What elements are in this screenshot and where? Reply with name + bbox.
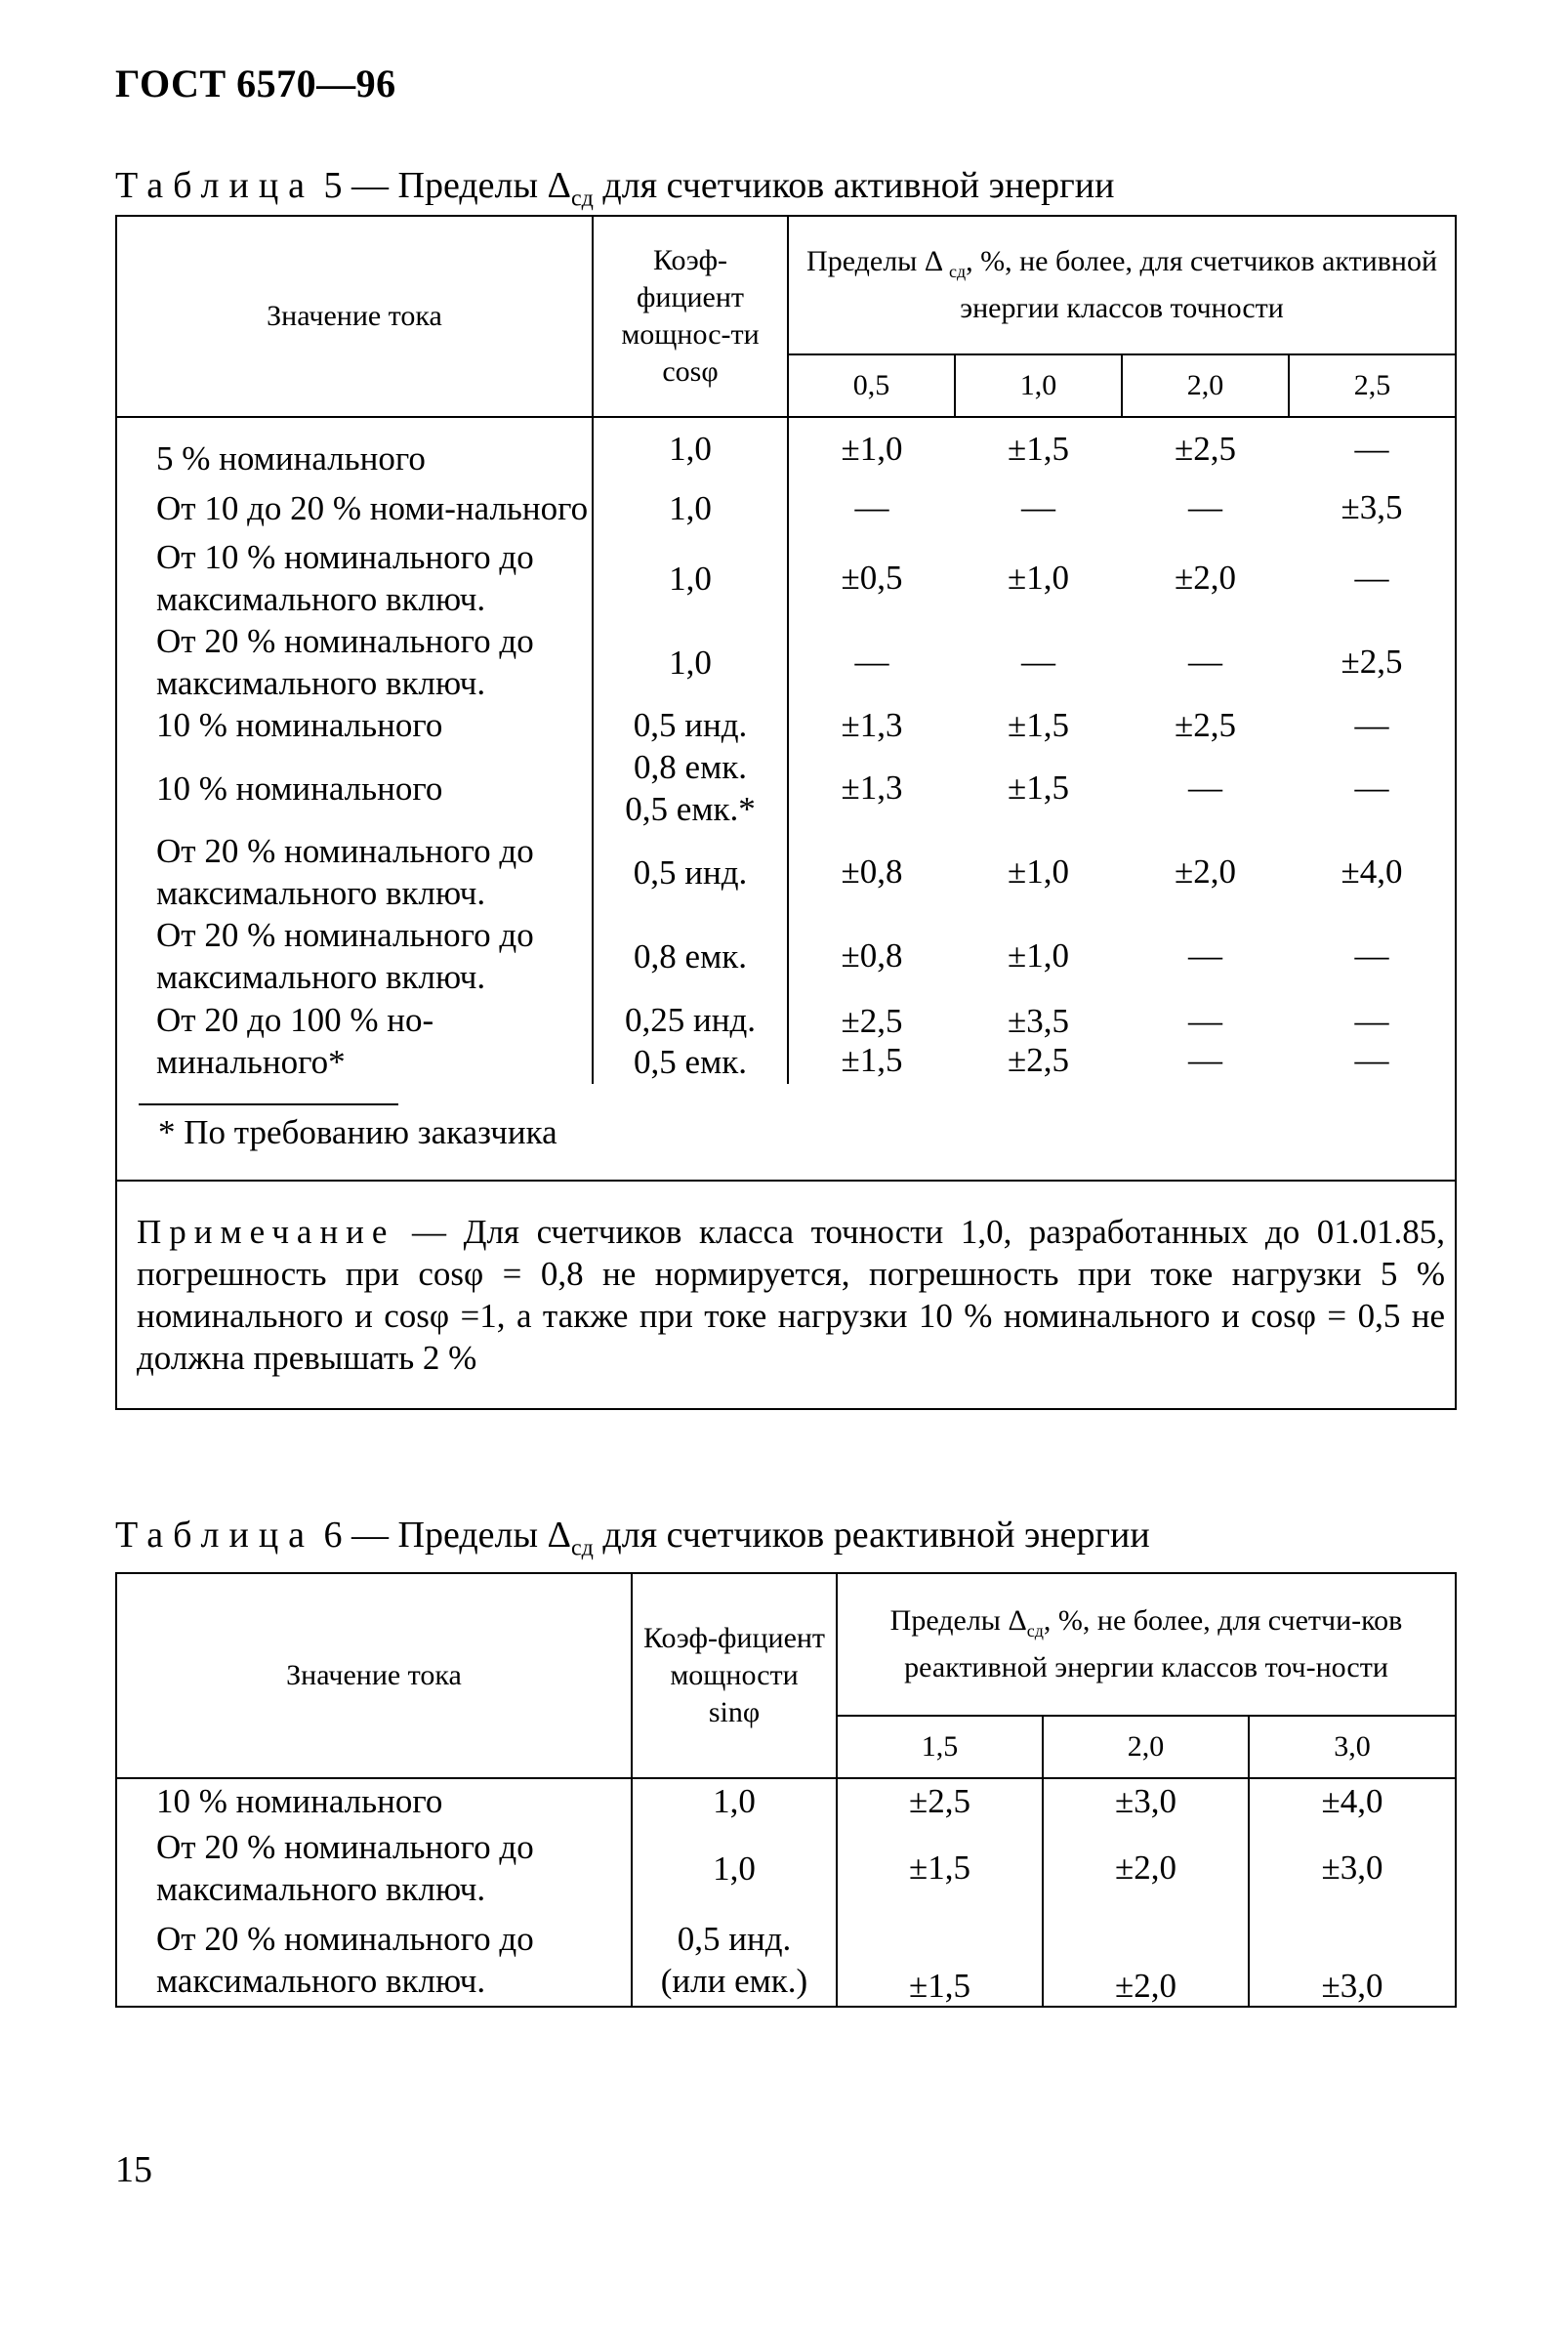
table6-caption-word: Таблица xyxy=(115,1515,315,1556)
table6-coef-cell xyxy=(632,1913,837,2007)
table5-value-cell xyxy=(1122,830,1289,914)
table6-header-limits xyxy=(837,1573,1456,1716)
table6-value-cell: ±2,5 xyxy=(837,1778,1043,1823)
table5-coef-cell xyxy=(593,914,788,998)
table5-value-cell xyxy=(788,914,955,998)
table5-value-cell xyxy=(788,830,955,914)
table5-value-cell xyxy=(1122,914,1289,998)
coef-value: 0,8 емк. xyxy=(634,936,747,976)
table6-caption-sub: сд xyxy=(570,1535,594,1561)
coef-value: 1,0 xyxy=(669,430,712,468)
table5-class-header: 2,5 xyxy=(1289,354,1456,417)
table-row xyxy=(116,1913,1456,2007)
table5-coef-cell xyxy=(593,536,788,620)
table6-value-cell: ±1,5 xyxy=(837,1913,1043,2007)
table5-value-cell xyxy=(1289,746,1456,830)
table5-value-cell xyxy=(955,914,1122,998)
table6-value-cell: ±4,0 xyxy=(1249,1778,1456,1823)
table5-class-header: 2,0 xyxy=(1122,354,1289,417)
limit-value: ±0,5 xyxy=(841,559,903,597)
table5-value-cell xyxy=(1122,620,1289,704)
coef-value: 0,25 инд. xyxy=(624,1001,757,1039)
table5-value-cell xyxy=(788,479,955,536)
limit-value: — xyxy=(1354,768,1389,807)
table5-value-cell xyxy=(955,417,1122,479)
coef-value: 0,5 инд. xyxy=(633,706,748,744)
limit-value: ±2,5 xyxy=(1341,643,1403,681)
table5-value-cell xyxy=(1289,479,1456,536)
limit-value: — xyxy=(1188,768,1222,807)
table5-note xyxy=(116,1181,1456,1409)
table-row xyxy=(116,1823,1456,1913)
table5-header-limits xyxy=(788,216,1456,354)
table-row xyxy=(116,620,1456,704)
table6-current-cell: 10 % номинального xyxy=(116,1778,632,1823)
table5-value-cell xyxy=(788,536,955,620)
limit-value: ±2,0 xyxy=(1175,559,1236,597)
table6-value-cell: ±1,5 xyxy=(837,1823,1043,1913)
limit-value: — xyxy=(1188,1041,1222,1079)
limit-value: ±1,5 xyxy=(1008,705,1069,744)
limit-value: — xyxy=(1354,559,1389,597)
limit-value: ±1,0 xyxy=(841,429,903,468)
table5-value-cell xyxy=(1289,830,1456,914)
coef-value: 1,0 xyxy=(669,559,712,598)
limit-value: ±4,0 xyxy=(1341,852,1403,891)
limit-value: ±2,5 xyxy=(1175,429,1236,468)
limit-value: — xyxy=(1354,936,1389,975)
table5-current-cell: От 10 % номинального до максимального включ. xyxy=(116,536,593,620)
table5-header-limits-a: Пределы Δ xyxy=(806,245,949,277)
table5-caption xyxy=(115,164,1114,213)
limit-value: ±1,5 xyxy=(1008,429,1069,468)
table6-header-coef: Коэф-фициент мощности sinφ xyxy=(632,1573,837,1778)
table5-current-cell: От 20 до 100 % но-минального* xyxy=(116,998,593,1084)
table5-note-text: — Для счетчиков класса точности 1,0, разработанных до 01.01.85, погрешность при cosφ = 0,8 не нормируется, погрешность при токе нагрузки 5 % номинального и cosφ =1, а также при токе нагрузки 10 % номинального и cosφ = 0,5 не должна превышать 2 % xyxy=(137,1213,1446,1377)
table6-header-limits-sub: сд xyxy=(1026,1621,1044,1641)
table5-coef-cell xyxy=(593,746,788,830)
table5-coef-cell xyxy=(593,830,788,914)
table5-caption-word: Таблица xyxy=(115,165,315,206)
table5-value-cell xyxy=(955,704,1122,746)
table5-footnote: * По требованию заказчика xyxy=(158,1113,557,1151)
table5-value-cell xyxy=(1122,746,1289,830)
table5-value-cell xyxy=(955,830,1122,914)
table5-value-cell xyxy=(788,417,955,479)
limit-value: ±2,5 xyxy=(1008,1041,1069,1079)
table5-value-cell xyxy=(955,479,1122,536)
table5-current-cell: От 10 до 20 % номи-нального xyxy=(116,479,593,536)
page-number: 15 xyxy=(115,2149,152,2190)
table6-value-cell: ±3,0 xyxy=(1249,1823,1456,1913)
table5-caption-sub: сд xyxy=(570,186,594,212)
limit-value: — xyxy=(1188,488,1222,526)
table6 xyxy=(115,1572,1457,2008)
table6-value-cell: ±3,0 xyxy=(1249,1913,1456,2007)
coef-value: 0,8 емк. xyxy=(634,748,747,786)
coef-value: 0,5 емк.* xyxy=(625,790,756,828)
limit-value: ±1,0 xyxy=(1008,936,1069,975)
table5-header-current: Значение тока xyxy=(116,216,593,417)
table6-coef-cell xyxy=(632,1823,837,1913)
limit-value: ±0,8 xyxy=(841,936,903,975)
table5-class-header: 0,5 xyxy=(788,354,955,417)
table6-caption-text-b: для счетчиков реактивной энергии xyxy=(593,1515,1150,1556)
table-row xyxy=(116,704,1456,746)
limit-value: ±1,0 xyxy=(1008,852,1069,891)
table5-current-cell: 10 % номинального xyxy=(116,746,593,830)
table5-current-cell: От 20 % номинального до максимального включ. xyxy=(116,620,593,704)
limit-value: — xyxy=(1354,1002,1389,1040)
table5-header-limits-sub: сд xyxy=(948,262,967,281)
table5-value-cell xyxy=(788,704,955,746)
table-row xyxy=(116,1778,1456,1823)
table5-value-cell xyxy=(788,746,955,830)
table5-value-cell xyxy=(955,620,1122,704)
limit-value: ±3,5 xyxy=(1008,1002,1069,1040)
limit-value: ±1,0 xyxy=(1008,559,1069,597)
table6-caption-number: 6 xyxy=(323,1515,343,1556)
limit-value: — xyxy=(1021,643,1055,681)
table6-class-header: 1,5 xyxy=(837,1716,1043,1778)
limit-value: — xyxy=(854,488,889,526)
coef-value: 1,0 xyxy=(713,1782,756,1820)
table5-current-cell: От 20 % номинального до максимального включ. xyxy=(116,830,593,914)
table-row xyxy=(116,417,1456,479)
table5-caption-number: 5 xyxy=(323,165,343,206)
table5-coef-cell xyxy=(593,998,788,1084)
limit-value: — xyxy=(1188,1002,1222,1040)
table5-value-cell xyxy=(788,620,955,704)
limit-value: — xyxy=(1354,429,1389,468)
coef-value: 1,0 xyxy=(669,643,712,682)
table5-coef-cell xyxy=(593,620,788,704)
table5-value-cell xyxy=(1289,620,1456,704)
table6-value-cell: ±3,0 xyxy=(1043,1778,1249,1823)
table5-value-cell xyxy=(955,998,1122,1084)
coef-value: 0,5 инд. xyxy=(633,852,748,892)
table-row xyxy=(116,914,1456,998)
table-row xyxy=(116,998,1456,1084)
table6-caption xyxy=(115,1514,1150,1562)
document-header: ГОСТ 6570—96 xyxy=(115,62,396,105)
limit-value: — xyxy=(1188,643,1222,681)
table6-header-limits-b: , %, не более, для счетчи-ков реактивной энергии классов точ-ности xyxy=(904,1604,1403,1683)
table5-class-header: 1,0 xyxy=(955,354,1122,417)
limit-value: — xyxy=(1188,936,1222,975)
table5-value-cell xyxy=(955,746,1122,830)
table5-value-cell xyxy=(1122,479,1289,536)
table6-class-header: 2,0 xyxy=(1043,1716,1249,1778)
limit-value: ±1,5 xyxy=(1008,768,1069,807)
table6-value-cell: ±2,0 xyxy=(1043,1823,1249,1913)
coef-value: 1,0 xyxy=(669,488,712,527)
table5-value-cell xyxy=(1289,998,1456,1084)
table5-coef-cell xyxy=(593,479,788,536)
table5-value-cell xyxy=(1122,536,1289,620)
table5-current-cell: 5 % номинального xyxy=(116,417,593,479)
table5-caption-text-b: для счетчиков активной энергии xyxy=(593,165,1115,206)
limit-value: ±2,0 xyxy=(1175,852,1236,891)
table-row xyxy=(116,746,1456,830)
table6-class-header: 3,0 xyxy=(1249,1716,1456,1778)
footnote-rule xyxy=(139,1103,398,1105)
table5-coef-cell xyxy=(593,417,788,479)
table6-current-cell: От 20 % номинального до максимального включ. xyxy=(116,1823,632,1913)
table5-footnote-cell xyxy=(116,1084,1456,1181)
limit-value: ±2,5 xyxy=(1175,705,1236,744)
limit-value: — xyxy=(1354,1041,1389,1079)
limit-value: ±1,3 xyxy=(841,705,903,744)
table-row xyxy=(116,536,1456,620)
table5-value-cell xyxy=(788,998,955,1084)
coef-value: 1,0 xyxy=(713,1848,756,1888)
table5-value-cell xyxy=(1122,704,1289,746)
table-row xyxy=(116,479,1456,536)
coef-value: 0,5 инд. xyxy=(677,1919,792,1958)
limit-value: ±1,5 xyxy=(841,1041,903,1079)
table5-header-coef: Коэф-фициент мощнос-ти cosφ xyxy=(593,216,788,417)
table5-value-cell xyxy=(1289,704,1456,746)
table-row xyxy=(116,830,1456,914)
table5-value-cell xyxy=(1122,417,1289,479)
table6-value-cell: ±2,0 xyxy=(1043,1913,1249,2007)
table6-coef-cell xyxy=(632,1778,837,1823)
table6-header-limits-a: Пределы Δ xyxy=(889,1604,1027,1637)
table5-value-cell xyxy=(1289,914,1456,998)
limit-value: — xyxy=(1354,705,1389,744)
coef-value: (или емк.) xyxy=(660,1961,808,2000)
table5-note-word: Примечание xyxy=(137,1213,395,1251)
limit-value: ±2,5 xyxy=(841,1002,903,1040)
table5-value-cell xyxy=(1122,998,1289,1084)
table5-current-cell: От 20 % номинального до максимального включ. xyxy=(116,914,593,998)
table5-value-cell xyxy=(955,536,1122,620)
table5 xyxy=(115,215,1457,1410)
table5-value-cell xyxy=(1289,536,1456,620)
table5-value-cell xyxy=(1289,417,1456,479)
table5-current-cell: 10 % номинального xyxy=(116,704,593,746)
table5-caption-text-a: — Пределы Δ xyxy=(351,165,571,206)
table5-coef-cell xyxy=(593,704,788,746)
table6-current-cell: От 20 % номинального до максимального включ. xyxy=(116,1913,632,2007)
limit-value: ±0,8 xyxy=(841,852,903,891)
table6-header-current: Значение тока xyxy=(116,1573,632,1778)
table6-caption-text-a: — Пределы Δ xyxy=(351,1515,571,1556)
limit-value: ±3,5 xyxy=(1341,488,1403,526)
limit-value: ±1,3 xyxy=(841,768,903,807)
limit-value: — xyxy=(1021,488,1055,526)
limit-value: — xyxy=(854,643,889,681)
table5-header-limits-b: , %, не более, для счетчиков активной энергии классов точности xyxy=(960,245,1438,324)
coef-value: 0,5 емк. xyxy=(634,1043,747,1081)
